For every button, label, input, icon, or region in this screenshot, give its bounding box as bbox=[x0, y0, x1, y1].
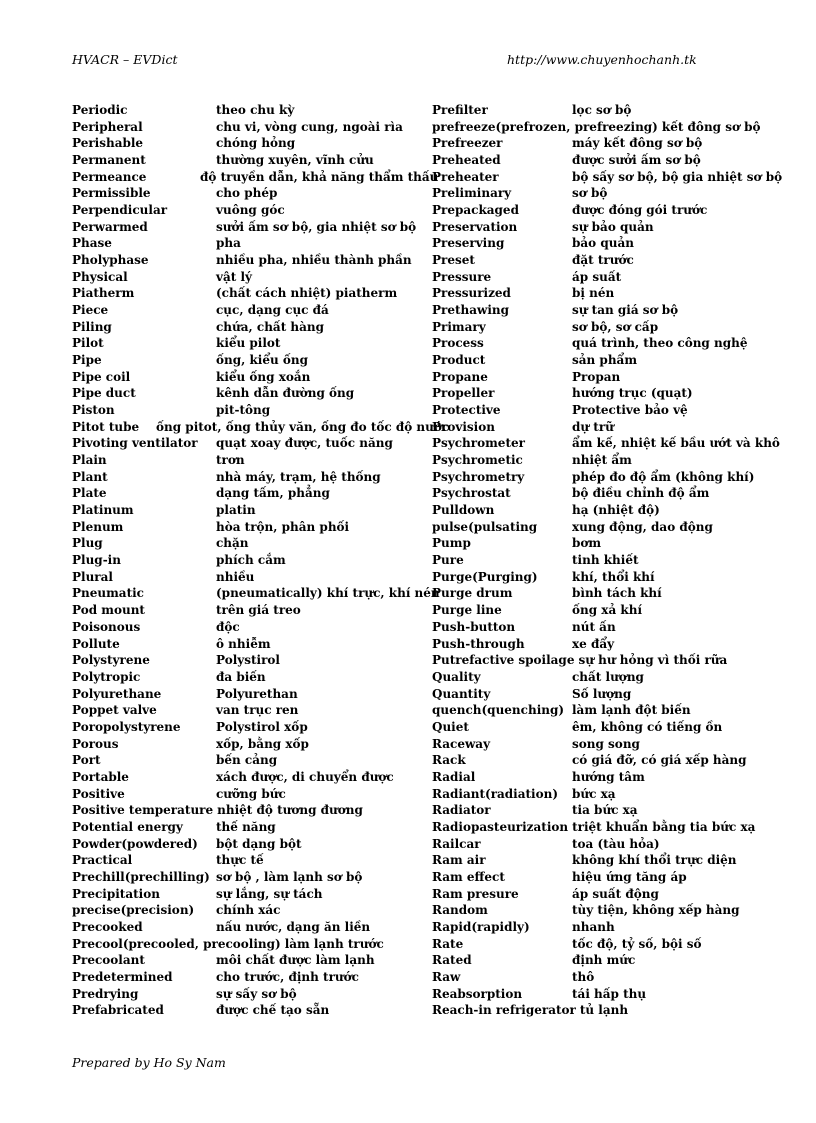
entry-term: Reach-in refrigerator bbox=[432, 1003, 576, 1018]
entry-term: Periodic bbox=[72, 103, 128, 117]
entry-term: Plug-in bbox=[72, 553, 121, 568]
entry-definition: nút ấn bbox=[572, 619, 616, 634]
entry-definition: song song bbox=[572, 736, 640, 751]
entry-term: Rapid(rapidly) bbox=[432, 919, 530, 934]
entry-definition: vuông góc bbox=[216, 203, 285, 218]
entry-term: Pivoting ventilator bbox=[72, 436, 198, 451]
entry-definition: môi chất được làm lạnh bbox=[216, 953, 375, 968]
entry-term: Reabsorption bbox=[432, 986, 523, 1001]
entry-term: Preheated bbox=[432, 153, 501, 168]
entry-term: Plenum bbox=[72, 519, 124, 534]
entry-term: Prefabricated bbox=[72, 1003, 164, 1018]
entry-definition: (chất cách nhiệt) piatherm bbox=[216, 286, 398, 301]
entry-term: Perwarmed bbox=[72, 219, 148, 234]
footer-author: Prepared by Ho Sy Nam bbox=[72, 1055, 226, 1070]
entry-term: Precipitation bbox=[72, 886, 160, 901]
entry-definition: thực tế bbox=[216, 853, 264, 868]
entry-term: Pollute bbox=[72, 636, 120, 651]
entry-definition: làm lạnh đột biến bbox=[572, 703, 691, 718]
entry-definition: bến cảng bbox=[216, 753, 278, 768]
entry-definition: tủ lạnh bbox=[579, 1003, 629, 1018]
entry-term: Preheater bbox=[432, 169, 499, 184]
entry-term: Prefreezer bbox=[432, 136, 503, 151]
entry-definition: bảo quản bbox=[572, 236, 634, 251]
entry-term: Radial bbox=[432, 769, 476, 784]
entry-definition: cưỡng bức bbox=[216, 786, 286, 801]
entry-term: Precool(precooled, precooling) bbox=[72, 936, 281, 951]
entry-definition: ống pitot, ống thủy văn, ống đo tốc độ nước bbox=[156, 419, 450, 434]
entry-definition: làm lạnh trước bbox=[284, 936, 384, 951]
header-left-title: HVACR – EVDict bbox=[72, 52, 178, 67]
entry-term: Physical bbox=[72, 269, 128, 284]
header-right-url: http://www.chuyenhochanh.tk bbox=[507, 52, 697, 67]
entry-definition: đa biến bbox=[216, 669, 266, 684]
entry-term: Porous bbox=[72, 736, 119, 751]
entry-term: Propane bbox=[432, 369, 488, 384]
entry-term: Polystyrene bbox=[72, 653, 150, 668]
entry-definition: kết đông sơ bộ bbox=[661, 119, 761, 134]
entry-definition: Polystirol xốp bbox=[216, 719, 308, 734]
entry-term: Primary bbox=[432, 319, 486, 334]
entry-definition: triệt khuẩn bằng tia bức xạ bbox=[572, 819, 756, 834]
entry-term: precise(precision) bbox=[72, 903, 195, 918]
entry-definition: sự hư hỏng vì thối rữa bbox=[578, 653, 728, 668]
entry-term: Prefilter bbox=[432, 103, 488, 117]
entry-definition: sự tan giá sơ bộ bbox=[572, 303, 679, 318]
entry-term: Predetermined bbox=[72, 969, 173, 984]
entry-definition: sự bảo quản bbox=[572, 219, 654, 234]
entry-term: Putrefactive spoilage bbox=[432, 653, 575, 668]
entry-definition: êm, không có tiếng ồn bbox=[572, 719, 723, 734]
entry-term: Permissible bbox=[72, 186, 151, 201]
entry-definition: hạ (nhiệt độ) bbox=[572, 503, 660, 518]
entry-definition: xung động, dao động bbox=[572, 519, 713, 534]
entry-term: Product bbox=[432, 353, 486, 368]
entry-definition: lọc sơ bộ bbox=[572, 103, 632, 117]
entry-term: Random bbox=[432, 903, 488, 918]
entry-term: Pitot tube bbox=[72, 419, 140, 434]
entry-definition: độc bbox=[216, 619, 240, 634]
entry-term: Purge(Purging) bbox=[432, 569, 538, 584]
entry-term: pulse(pulsating bbox=[432, 519, 538, 534]
entry-definition: khí, thổi khí bbox=[572, 569, 655, 584]
entry-term: Platinum bbox=[72, 503, 134, 518]
entry-definition: bức xạ bbox=[572, 786, 616, 801]
entry-definition: sơ bộ , làm lạnh sơ bộ bbox=[216, 869, 363, 884]
entry-term: Quiet bbox=[432, 719, 469, 734]
entry-definition: thô bbox=[572, 969, 595, 984]
entry-definition: bình tách khí bbox=[572, 586, 662, 601]
entry-term: Propeller bbox=[432, 386, 495, 401]
entry-term: Precooked bbox=[72, 919, 143, 934]
entry-definition: pha bbox=[216, 236, 241, 251]
entry-definition: kênh dẫn đường ống bbox=[216, 386, 355, 401]
entry-term: Perishable bbox=[72, 136, 144, 151]
entry-term: Potential energy bbox=[72, 819, 183, 834]
entry-term: Provision bbox=[432, 419, 495, 434]
entry-definition: Polystirol bbox=[216, 653, 280, 668]
entry-term: Purge drum bbox=[432, 586, 513, 601]
entry-definition: xe đẩy bbox=[572, 636, 615, 651]
entry-term: Positive temperature bbox=[72, 803, 214, 818]
entry-definition: quá trình, theo công nghệ bbox=[572, 336, 748, 351]
entry-definition: cho trước, định trước bbox=[216, 969, 359, 984]
entry-term: Pressurized bbox=[432, 286, 511, 301]
entry-term: Practical bbox=[72, 853, 133, 868]
entry-term: Pump bbox=[432, 536, 471, 551]
entry-term: Port bbox=[72, 753, 101, 768]
entry-definition: bị nén bbox=[572, 286, 615, 301]
entry-definition: xốp, bằng xốp bbox=[216, 736, 309, 751]
entry-definition: dạng tấm, phẳng bbox=[216, 486, 330, 501]
entry-term: Pipe bbox=[72, 353, 102, 368]
entry-term: Piston bbox=[72, 403, 115, 418]
entry-term: Pholyphase bbox=[72, 253, 149, 268]
entry-definition: được chế tạo sẵn bbox=[216, 1003, 330, 1018]
entry-term: quench(quenching) bbox=[432, 703, 565, 718]
entry-definition: thường xuyên, vĩnh cửu bbox=[216, 153, 374, 168]
entry-definition: ô nhiễm bbox=[216, 636, 271, 651]
entry-term: Rate bbox=[432, 936, 464, 951]
entry-term: Powder(powdered) bbox=[72, 836, 198, 851]
entry-definition: không khí thổi trực diện bbox=[572, 853, 737, 868]
entry-term: Preserving bbox=[432, 236, 505, 251]
entry-term: Ram effect bbox=[432, 869, 505, 884]
entry-term: Radiopasteurization bbox=[432, 819, 569, 834]
entry-term: Phase bbox=[72, 236, 112, 251]
entry-definition: sự lắng, sự tách bbox=[216, 886, 323, 901]
entry-definition: ống, kiểu ống bbox=[216, 353, 309, 368]
entry-definition: nhiều pha, nhiều thành phần bbox=[216, 253, 412, 268]
entry-term: Pulldown bbox=[432, 503, 495, 518]
entry-term: Predrying bbox=[72, 986, 139, 1001]
entry-definition: nhiệt ẩm bbox=[572, 453, 632, 468]
entry-term: Rack bbox=[432, 753, 466, 768]
entry-term: Rated bbox=[432, 953, 472, 968]
entry-definition: phích cắm bbox=[216, 553, 286, 568]
entry-term: Plain bbox=[72, 453, 107, 468]
entry-definition: Protective bảo vệ bbox=[572, 403, 688, 418]
entry-term: Ram presure bbox=[432, 886, 519, 901]
entry-definition: vật lý bbox=[216, 269, 252, 284]
entry-term: Perpendicular bbox=[72, 203, 168, 218]
entry-term: Poropolystyrene bbox=[72, 719, 181, 734]
entry-term: Preservation bbox=[432, 219, 518, 234]
entry-definition: sơ bộ, sơ cấp bbox=[572, 319, 659, 334]
entry-definition: nhà máy, trạm, hệ thống bbox=[216, 469, 381, 484]
entry-term: Plug bbox=[72, 536, 103, 551]
entry-definition: hiệu ứng tăng áp bbox=[572, 869, 687, 884]
entry-definition: bộ điều chỉnh độ ẩm bbox=[572, 486, 710, 501]
entry-definition: bơm bbox=[572, 536, 602, 551]
entry-definition: tốc độ, tỷ số, bội số bbox=[572, 936, 702, 951]
entry-definition: sự sấy sơ bộ bbox=[216, 986, 297, 1001]
entry-term: Plant bbox=[72, 469, 108, 484]
entry-definition: đặt trước bbox=[572, 253, 634, 268]
entry-term: Protective bbox=[432, 403, 501, 418]
entry-definition: bộ sấy sơ bộ, bộ gia nhiệt sơ bộ bbox=[572, 169, 783, 184]
entry-term: Preliminary bbox=[432, 186, 512, 201]
entry-definition: có giá đỡ, có giá xếp hàng bbox=[572, 753, 747, 768]
entry-definition: tia bức xạ bbox=[572, 803, 638, 818]
entry-definition: theo chu kỳ bbox=[216, 103, 295, 117]
entry-term: Quantity bbox=[432, 686, 491, 701]
entry-definition: platin bbox=[216, 503, 256, 518]
entry-definition: được đóng gói trước bbox=[572, 203, 708, 218]
entry-term: Pipe duct bbox=[72, 386, 136, 401]
entry-definition: xách được, di chuyển được bbox=[216, 769, 394, 784]
entry-definition: quạt xoay được, tuốc năng bbox=[216, 436, 393, 451]
entry-definition: cục, dạng cục đá bbox=[216, 303, 329, 318]
entry-term: Pod mount bbox=[72, 603, 145, 618]
entry-definition: độ truyền dẫn, khả năng thẩm thấu bbox=[200, 169, 439, 184]
entry-definition: chu vi, vòng cung, ngoài rìa bbox=[216, 119, 403, 134]
entry-term: Permanent bbox=[72, 153, 146, 168]
entry-term: Process bbox=[432, 336, 484, 351]
entry-term: Piece bbox=[72, 303, 109, 318]
entry-term: Raw bbox=[432, 969, 461, 984]
entry-definition: tái hấp thụ bbox=[572, 986, 647, 1001]
entry-term: Plural bbox=[72, 569, 113, 584]
entry-definition: chặn bbox=[216, 536, 249, 551]
entry-definition: sưởi ấm sơ bộ, gia nhiệt sơ bộ bbox=[216, 219, 417, 234]
entry-term: Precoolant bbox=[72, 953, 145, 968]
entry-term: Radiant(radiation) bbox=[432, 786, 559, 801]
entry-definition: thế năng bbox=[216, 819, 276, 834]
entry-term: Prepackaged bbox=[432, 203, 519, 218]
entry-term: Railcar bbox=[432, 836, 481, 851]
entry-term: Permeance bbox=[72, 169, 147, 184]
entry-definition: van trục ren bbox=[216, 703, 299, 718]
entry-definition: tinh khiết bbox=[572, 553, 639, 568]
entry-definition: (pneumatically) khí trực, khí nén bbox=[216, 586, 440, 601]
entry-definition: áp suất động bbox=[572, 886, 659, 901]
entry-term: Piling bbox=[72, 319, 112, 334]
entry-term: Pure bbox=[432, 553, 464, 568]
entry-term: Positive bbox=[72, 786, 125, 801]
entry-definition: chứa, chất hàng bbox=[216, 319, 325, 334]
entry-definition: bột dạng bột bbox=[216, 836, 302, 851]
entry-definition: sơ bộ bbox=[572, 186, 608, 201]
entry-term: Pipe coil bbox=[72, 369, 131, 384]
entry-definition: áp suất bbox=[572, 269, 622, 284]
entry-definition: chất lượng bbox=[572, 669, 644, 684]
entry-term: Psychrometry bbox=[432, 469, 525, 484]
entry-definition: nhiệt độ tương đương bbox=[217, 803, 363, 818]
entry-definition: nấu nước, dạng ăn liền bbox=[216, 919, 371, 934]
entry-term: Prethawing bbox=[432, 303, 510, 318]
entry-term: Peripheral bbox=[72, 119, 143, 134]
entry-term: Polyurethane bbox=[72, 686, 162, 701]
entry-term: Prechill(prechilling) bbox=[72, 869, 210, 884]
entry-definition: chính xác bbox=[216, 903, 281, 918]
entry-definition: sản phẩm bbox=[572, 353, 638, 368]
entry-definition: phép đo độ ẩm (không khí) bbox=[572, 469, 755, 484]
entry-term: Portable bbox=[72, 769, 129, 784]
entry-term: Psychrometer bbox=[432, 436, 525, 451]
entry-term: Pressure bbox=[432, 269, 492, 284]
entry-term: Psychrometic bbox=[432, 453, 523, 468]
entry-term: Raceway bbox=[432, 736, 491, 751]
entry-definition: pit-tông bbox=[216, 403, 271, 418]
entry-definition: nhiều bbox=[216, 569, 255, 584]
entry-term: Poisonous bbox=[72, 619, 141, 634]
entry-term: Quality bbox=[432, 669, 481, 684]
entry-definition: Số lượng bbox=[572, 686, 632, 701]
entry-term: Ram air bbox=[432, 853, 486, 868]
entry-definition: cho phép bbox=[216, 186, 278, 201]
entry-definition: ẩm kế, nhiệt kế bầu ướt và khô bbox=[572, 436, 780, 451]
entry-definition: được sưởi ấm sơ bộ bbox=[572, 153, 701, 168]
entry-definition: chóng hỏng bbox=[216, 136, 296, 151]
entry-definition: hướng trục (quạt) bbox=[572, 386, 693, 401]
entry-definition: toa (tàu hỏa) bbox=[572, 836, 660, 851]
entry-term: Plate bbox=[72, 486, 107, 501]
entry-definition: tùy tiện, không xếp hàng bbox=[572, 903, 740, 918]
entry-term: prefreeze(prefrozen, prefreezing) bbox=[432, 119, 658, 134]
entry-term: Purge line bbox=[432, 603, 502, 618]
entry-definition: Polyurethan bbox=[216, 686, 298, 701]
entry-definition: trên giá treo bbox=[216, 603, 301, 618]
entry-definition: hướng tâm bbox=[572, 769, 645, 784]
entry-definition: kiểu pilot bbox=[216, 336, 281, 351]
entry-term: Radiator bbox=[432, 803, 491, 818]
entry-term: Pneumatic bbox=[72, 586, 144, 601]
entry-definition: Propan bbox=[572, 369, 621, 384]
entry-definition: hòa trộn, phân phối bbox=[216, 519, 350, 534]
entry-definition: máy kết đông sơ bộ bbox=[572, 136, 703, 151]
entry-term: Push-button bbox=[432, 619, 516, 634]
entry-term: Polytropic bbox=[72, 669, 141, 684]
entry-definition: ống xả khí bbox=[572, 603, 643, 618]
entry-term: Psychrostat bbox=[432, 486, 511, 501]
entry-definition: dự trữ bbox=[572, 419, 614, 434]
entry-definition: trơn bbox=[216, 453, 245, 468]
entry-term: Piatherm bbox=[72, 286, 135, 301]
entry-term: Pilot bbox=[72, 336, 104, 351]
entry-term: Push-through bbox=[432, 636, 525, 651]
entry-definition: định mức bbox=[572, 953, 636, 968]
entry-definition: nhanh bbox=[572, 919, 615, 934]
entry-term: Preset bbox=[432, 253, 475, 268]
entry-term: Poppet valve bbox=[72, 703, 157, 718]
entry-definition: kiểu ống xoắn bbox=[216, 369, 311, 384]
